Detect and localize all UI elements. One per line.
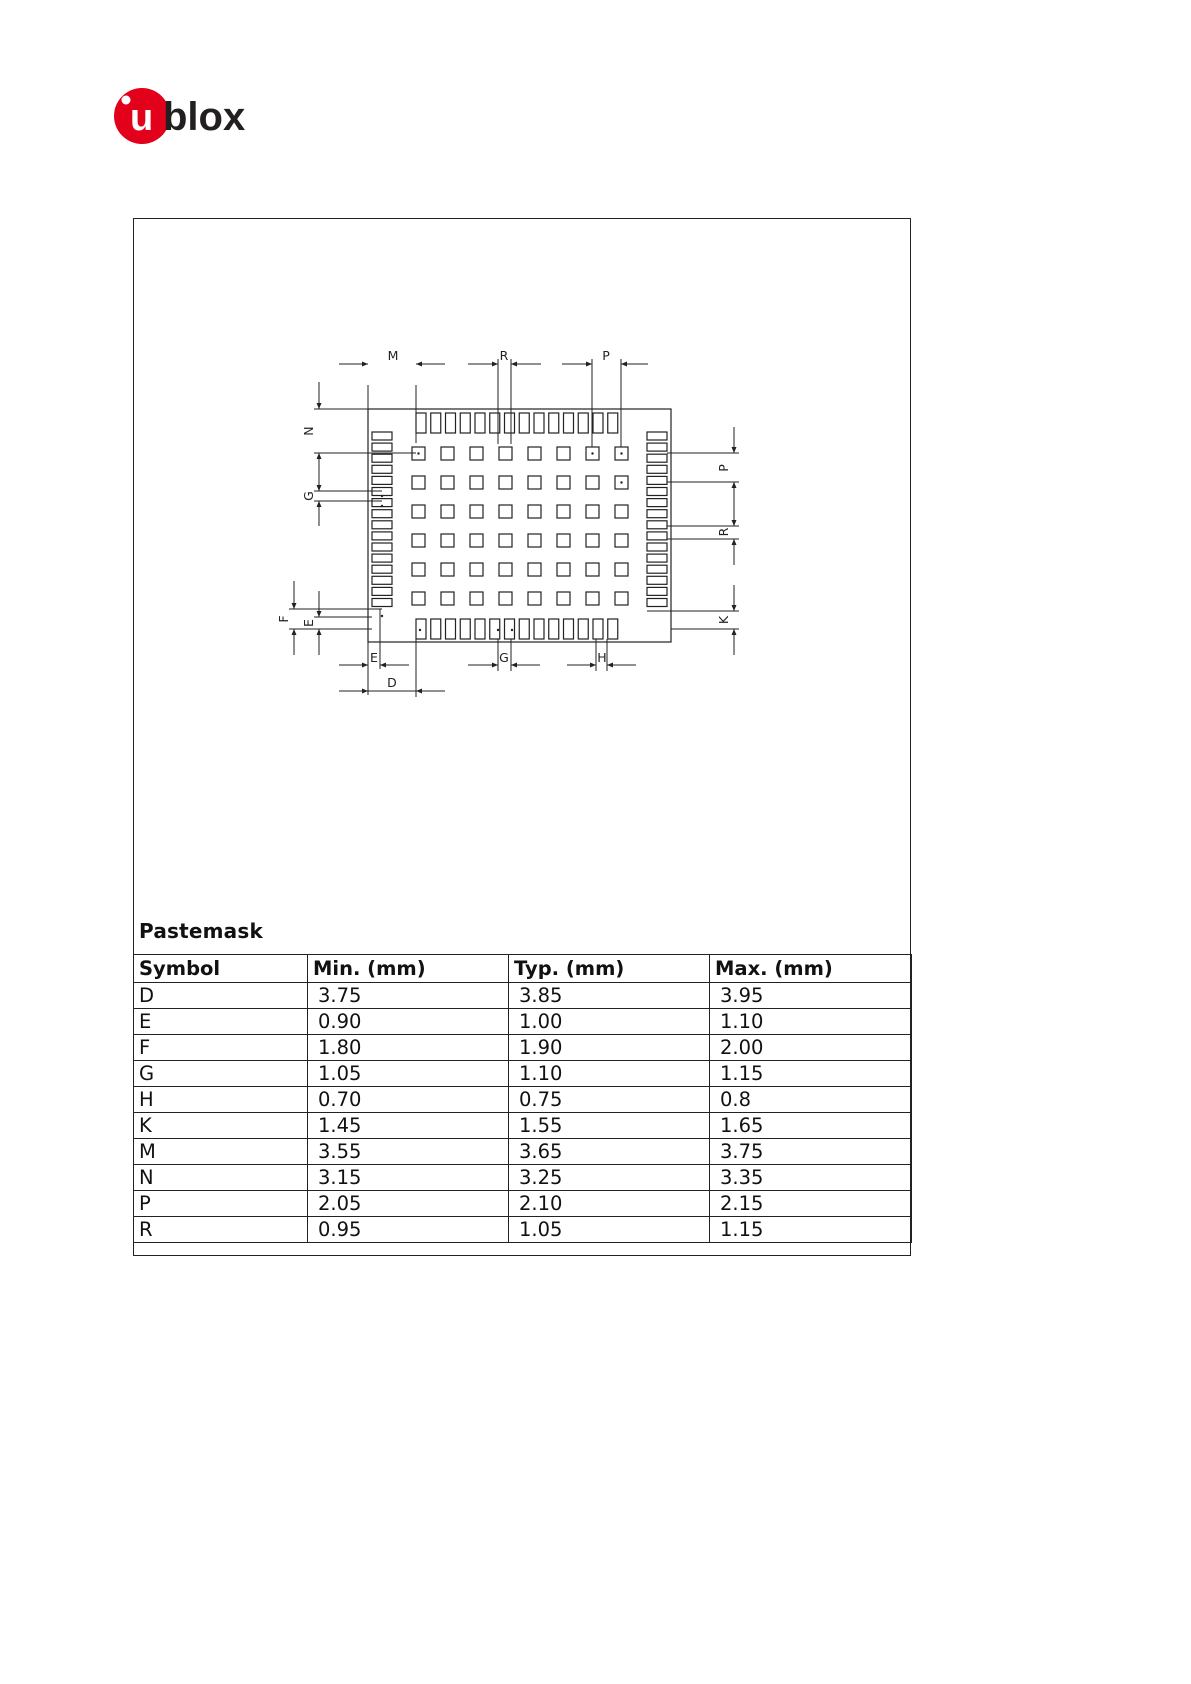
center-pad	[615, 563, 628, 576]
right-pad	[647, 587, 667, 595]
center-pad	[470, 534, 483, 547]
col-header-max: Max. (mm)	[710, 955, 912, 983]
left-pad	[372, 521, 392, 529]
table-row	[134, 1217, 912, 1243]
right-pad	[647, 532, 667, 540]
bottom-pad	[446, 619, 456, 639]
typ-cell: 3.65	[509, 1139, 710, 1165]
left-pad	[372, 454, 392, 462]
center-pad	[586, 534, 599, 547]
min-cell: 2.05	[308, 1191, 509, 1217]
dimension-arrow	[317, 501, 322, 507]
logo-mark: u	[130, 97, 154, 139]
center-pad	[412, 563, 425, 576]
right-pad	[647, 443, 667, 451]
pad-center-dot	[381, 495, 383, 497]
typ-cell: 2.10	[509, 1191, 710, 1217]
symbol-cell: P	[134, 1191, 308, 1217]
center-pad	[528, 476, 541, 489]
center-pad	[499, 476, 512, 489]
max-cell: 2.15	[710, 1191, 912, 1217]
typ-cell: 1.10	[509, 1061, 710, 1087]
center-pad	[528, 447, 541, 460]
symbol-cell: R	[134, 1217, 308, 1243]
table-row	[134, 983, 912, 1009]
symbol-cell: N	[134, 1165, 308, 1191]
right-pad	[647, 510, 667, 518]
table-row	[134, 1035, 912, 1061]
min-cell: 1.80	[308, 1035, 509, 1061]
dimension-arrow	[317, 453, 322, 459]
min-cell: 0.90	[308, 1009, 509, 1035]
pad-center-dot	[419, 629, 421, 631]
dim-label-m-top: M	[387, 348, 399, 363]
dimension-arrow	[380, 663, 386, 668]
dimension-arrow	[317, 485, 322, 491]
min-cell: 1.05	[308, 1061, 509, 1087]
section-title: Pastemask	[139, 919, 263, 943]
center-pad	[586, 476, 599, 489]
center-pad	[470, 592, 483, 605]
dim-label-r-top: R	[499, 348, 509, 363]
min-cell: 3.15	[308, 1165, 509, 1191]
max-cell: 1.15	[710, 1061, 912, 1087]
dimension-arrow	[590, 663, 596, 668]
pad-center-dot	[620, 481, 622, 483]
bottom-pad	[578, 619, 588, 639]
center-pad	[557, 534, 570, 547]
typ-cell: 1.55	[509, 1113, 710, 1139]
table-row	[134, 1191, 912, 1217]
bottom-pad	[549, 619, 559, 639]
dim-label-e-bottom: E	[370, 650, 378, 665]
dimension-arrow	[511, 663, 517, 668]
table-row	[134, 1061, 912, 1087]
center-pad	[586, 505, 599, 518]
dimension-arrow	[607, 663, 613, 668]
max-cell: 1.65	[710, 1113, 912, 1139]
top-pad	[475, 413, 485, 433]
dim-label-f-left: F	[276, 615, 291, 623]
top-pad	[608, 413, 618, 433]
bottom-pad	[505, 619, 515, 639]
center-pad	[499, 563, 512, 576]
typ-cell: 0.75	[509, 1087, 710, 1113]
center-pad	[499, 534, 512, 547]
center-pad	[557, 476, 570, 489]
center-pad	[615, 505, 628, 518]
center-pad	[499, 592, 512, 605]
center-pad	[528, 563, 541, 576]
max-cell: 3.95	[710, 983, 912, 1009]
center-pad	[412, 476, 425, 489]
dim-label-e-left: E	[301, 619, 316, 627]
bottom-pad	[416, 619, 426, 639]
right-pad	[647, 454, 667, 462]
col-header-typ: Typ. (mm)	[509, 955, 710, 983]
center-pad	[441, 592, 454, 605]
table-header-row	[134, 955, 912, 983]
center-pad	[528, 505, 541, 518]
typ-cell: 3.25	[509, 1165, 710, 1191]
dimension-arrow	[292, 629, 297, 635]
dimension-arrow	[511, 362, 517, 367]
module-outline	[368, 409, 671, 642]
typ-cell: 1.00	[509, 1009, 710, 1035]
bottom-pad	[608, 619, 618, 639]
left-pad	[372, 543, 392, 551]
right-pad	[647, 554, 667, 562]
center-pad	[470, 563, 483, 576]
dim-label-g-left: G	[301, 491, 316, 501]
center-pad	[557, 447, 570, 460]
bottom-pad	[475, 619, 485, 639]
center-pad	[586, 592, 599, 605]
symbol-cell: M	[134, 1139, 308, 1165]
symbol-cell: K	[134, 1113, 308, 1139]
symbol-cell: E	[134, 1009, 308, 1035]
min-cell: 1.45	[308, 1113, 509, 1139]
table-row	[134, 1009, 912, 1035]
col-header-min: Min. (mm)	[308, 955, 509, 983]
center-pad	[470, 505, 483, 518]
right-pad	[647, 476, 667, 484]
symbol-cell: G	[134, 1061, 308, 1087]
center-pad	[557, 592, 570, 605]
left-pad	[372, 576, 392, 584]
bottom-pad	[431, 619, 441, 639]
center-pad	[441, 447, 454, 460]
table-row	[134, 1139, 912, 1165]
max-cell: 1.15	[710, 1217, 912, 1243]
dimension-arrow	[732, 520, 737, 526]
table-row	[134, 1113, 912, 1139]
ublox-logo	[112, 86, 272, 144]
dimension-arrow	[317, 611, 322, 617]
symbol-cell: D	[134, 983, 308, 1009]
center-pad	[528, 534, 541, 547]
left-pad	[372, 465, 392, 473]
table-row	[134, 1165, 912, 1191]
symbol-cell: H	[134, 1087, 308, 1113]
pastemask-table	[133, 954, 912, 1243]
center-pad	[528, 592, 541, 605]
pad-center-dot	[591, 452, 593, 454]
center-pad	[412, 534, 425, 547]
bottom-pad	[460, 619, 470, 639]
min-cell: 0.70	[308, 1087, 509, 1113]
typ-cell: 1.05	[509, 1217, 710, 1243]
left-pad	[372, 587, 392, 595]
dimension-arrow	[492, 663, 498, 668]
center-pad	[557, 563, 570, 576]
min-cell: 0.95	[308, 1217, 509, 1243]
dimension-arrow	[732, 629, 737, 635]
dimension-arrow	[732, 482, 737, 488]
center-pad	[470, 447, 483, 460]
center-pad	[499, 447, 512, 460]
right-pad	[647, 488, 667, 496]
center-pad	[441, 563, 454, 576]
dimension-arrow	[362, 663, 368, 668]
max-cell: 1.10	[710, 1009, 912, 1035]
dim-label-g-bottom: G	[499, 650, 509, 665]
dimension-arrow	[416, 362, 422, 367]
pad-center-dot	[497, 629, 499, 631]
center-pad	[441, 534, 454, 547]
min-cell: 3.55	[308, 1139, 509, 1165]
left-pad	[372, 443, 392, 451]
right-pad	[647, 521, 667, 529]
dim-label-h-bottom: H	[597, 650, 607, 665]
right-pad	[647, 543, 667, 551]
right-pad	[647, 465, 667, 473]
typ-cell: 3.85	[509, 983, 710, 1009]
pad-center-dot	[381, 615, 383, 617]
bottom-pad	[564, 619, 574, 639]
center-pad	[615, 534, 628, 547]
center-pad	[441, 476, 454, 489]
top-pad	[593, 413, 603, 433]
dimension-arrow	[362, 689, 368, 694]
right-pad	[647, 499, 667, 507]
logo-wordmark: blox	[163, 95, 246, 139]
left-pad	[372, 532, 392, 540]
bottom-pad	[593, 619, 603, 639]
dim-label-r-right: R	[716, 527, 731, 537]
dimension-arrow	[416, 689, 422, 694]
top-pad	[564, 413, 574, 433]
max-cell: 3.35	[710, 1165, 912, 1191]
bottom-pad	[534, 619, 544, 639]
top-pad	[534, 413, 544, 433]
dimension-arrow	[317, 629, 322, 635]
top-pad	[578, 413, 588, 433]
top-pad	[416, 413, 426, 433]
max-cell: 0.8	[710, 1087, 912, 1113]
center-pad	[412, 505, 425, 518]
symbol-cell: F	[134, 1035, 308, 1061]
left-pad	[372, 554, 392, 562]
pad-center-dot	[381, 505, 383, 507]
pad-center-dot	[417, 452, 419, 454]
center-pad	[499, 505, 512, 518]
bottom-pad	[519, 619, 529, 639]
col-header-symbol: Symbol	[134, 955, 308, 983]
left-pad	[372, 565, 392, 573]
typ-cell: 1.90	[509, 1035, 710, 1061]
right-pad	[647, 576, 667, 584]
center-pad	[412, 592, 425, 605]
center-pad	[586, 563, 599, 576]
dimension-arrow	[492, 362, 498, 367]
drawing-frame	[133, 218, 911, 1256]
dimension-arrow	[732, 447, 737, 453]
pastemask-drawing	[134, 219, 910, 919]
dim-label-d-bottom: D	[387, 675, 397, 690]
left-pad	[372, 510, 392, 518]
dimension-arrow	[732, 605, 737, 611]
min-cell: 3.75	[308, 983, 509, 1009]
dimension-arrow	[586, 362, 592, 367]
right-pad	[647, 599, 667, 607]
left-pad	[372, 432, 392, 440]
dimension-arrow	[732, 539, 737, 545]
top-pad	[460, 413, 470, 433]
table-row	[134, 1087, 912, 1113]
dim-label-p-top: P	[602, 348, 610, 363]
pad-center-dot	[620, 452, 622, 454]
right-pad	[647, 432, 667, 440]
pad-center-dot	[511, 629, 513, 631]
center-pad	[557, 505, 570, 518]
top-pad	[519, 413, 529, 433]
left-pad	[372, 476, 392, 484]
center-pad	[615, 592, 628, 605]
max-cell: 3.75	[710, 1139, 912, 1165]
dimension-arrow	[292, 603, 297, 609]
top-pad	[505, 413, 515, 433]
dim-label-k-right: K	[716, 615, 731, 625]
dim-label-n-left: N	[301, 426, 316, 436]
max-cell: 2.00	[710, 1035, 912, 1061]
dimension-arrow	[362, 362, 368, 367]
top-pad	[446, 413, 456, 433]
dimension-arrow	[621, 362, 627, 367]
center-pad	[470, 476, 483, 489]
center-pad	[441, 505, 454, 518]
right-pad	[647, 565, 667, 573]
dim-label-p-right: P	[716, 464, 731, 472]
left-pad	[372, 599, 392, 607]
dimension-arrow	[317, 403, 322, 409]
top-pad	[549, 413, 559, 433]
top-pad	[431, 413, 441, 433]
